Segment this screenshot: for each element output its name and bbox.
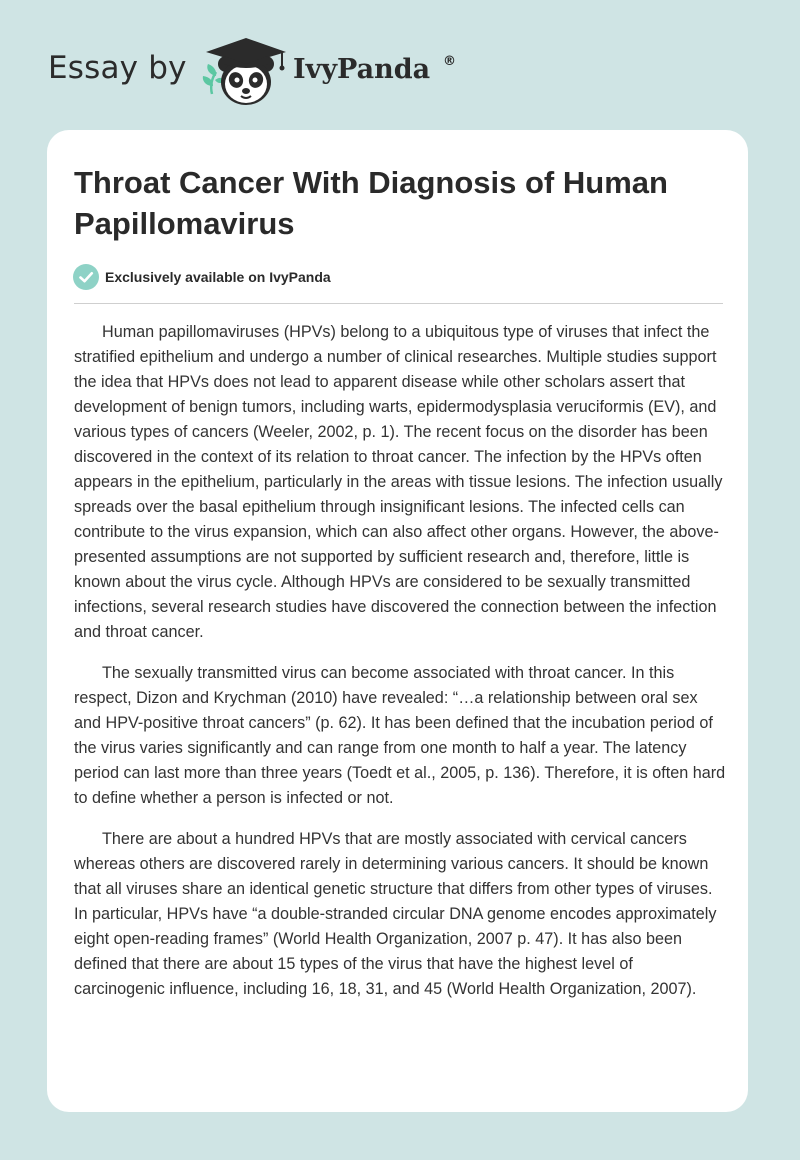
essay-paragraph: Human papillomaviruses (HPVs) belong to a ubiquitous type of viruses that infect the stratified epithelium and undergo a number of clinical researches. Multiple studies support the idea that HPVs does not lead to apparent disease while other scholars assert that development of benign tumors, including warts, epidermodysplasia veruciformis (EV), and various types of cancers (Weeler, 2002, p. 1). The recent focus on the disorder has been discovered in the context of its relation to throat cancer. The infection by the HPVs often appears in the epithelium, particularly in the areas with tissue lesions. The infection usually spreads over the basal epithelium through insignificant lesions. The infected cells can contribute to the virus expansion, which can also affect other organs. However, the above-presented assumptions are not supported by sufficient research and, therefore, little is known about the virus cycle. Although HPVs are considered to be sexually transmitted infections, several research studies have discovered the connection between the infection and throat cancer. <box>74 323 723 641</box>
check-circle-icon <box>73 264 99 290</box>
essay-body <box>74 320 728 1018</box>
site-header <box>0 0 800 130</box>
exclusive-badge <box>73 264 331 290</box>
essay-paragraph: The sexually transmitted virus can become associated with throat cancer. In this respect, Dizon and Krychman (2010) have revealed: “…a relationship between oral sex and HPV-positive throat cancers” (p. 62). It has been defined that the incubation period of the virus varies significantly and can range from one month to half a year. The latency period can last more than three years (Toedt et al., 2005, p. 136). Therefore, it is often hard to define whether a person is infected or not. <box>74 664 726 807</box>
essay-paragraph: There are about a hundred HPVs that are mostly associated with cervical cancers whereas others are discovered rarely in determining various cancers. It should be known that all viruses share an identical genetic structure that differs from other types of viruses. In particular, HPVs have “a double-stranded circular DNA genome encodes approximately eight open-reading frames” (World Health Organization, 2007 p. 47). It has also been defined that there are about 15 types of the virus that have the highest level of carcinogenic influence, including 16, 18, 31, and 45 (World Health Organization, 2007). <box>74 830 717 998</box>
essay-title: Throat Cancer With Diagnosis of Human Papillomavirus <box>74 165 668 241</box>
panda-graduate-logo-icon[interactable] <box>198 34 292 108</box>
essay-by-label: Essay by <box>48 50 187 86</box>
brand-name[interactable]: IvyPanda <box>293 54 431 85</box>
registered-mark: ® <box>443 54 456 69</box>
title-divider <box>74 303 723 304</box>
exclusive-badge-label: Exclusively available on IvyPanda <box>105 269 331 285</box>
essay-card <box>47 130 748 1112</box>
